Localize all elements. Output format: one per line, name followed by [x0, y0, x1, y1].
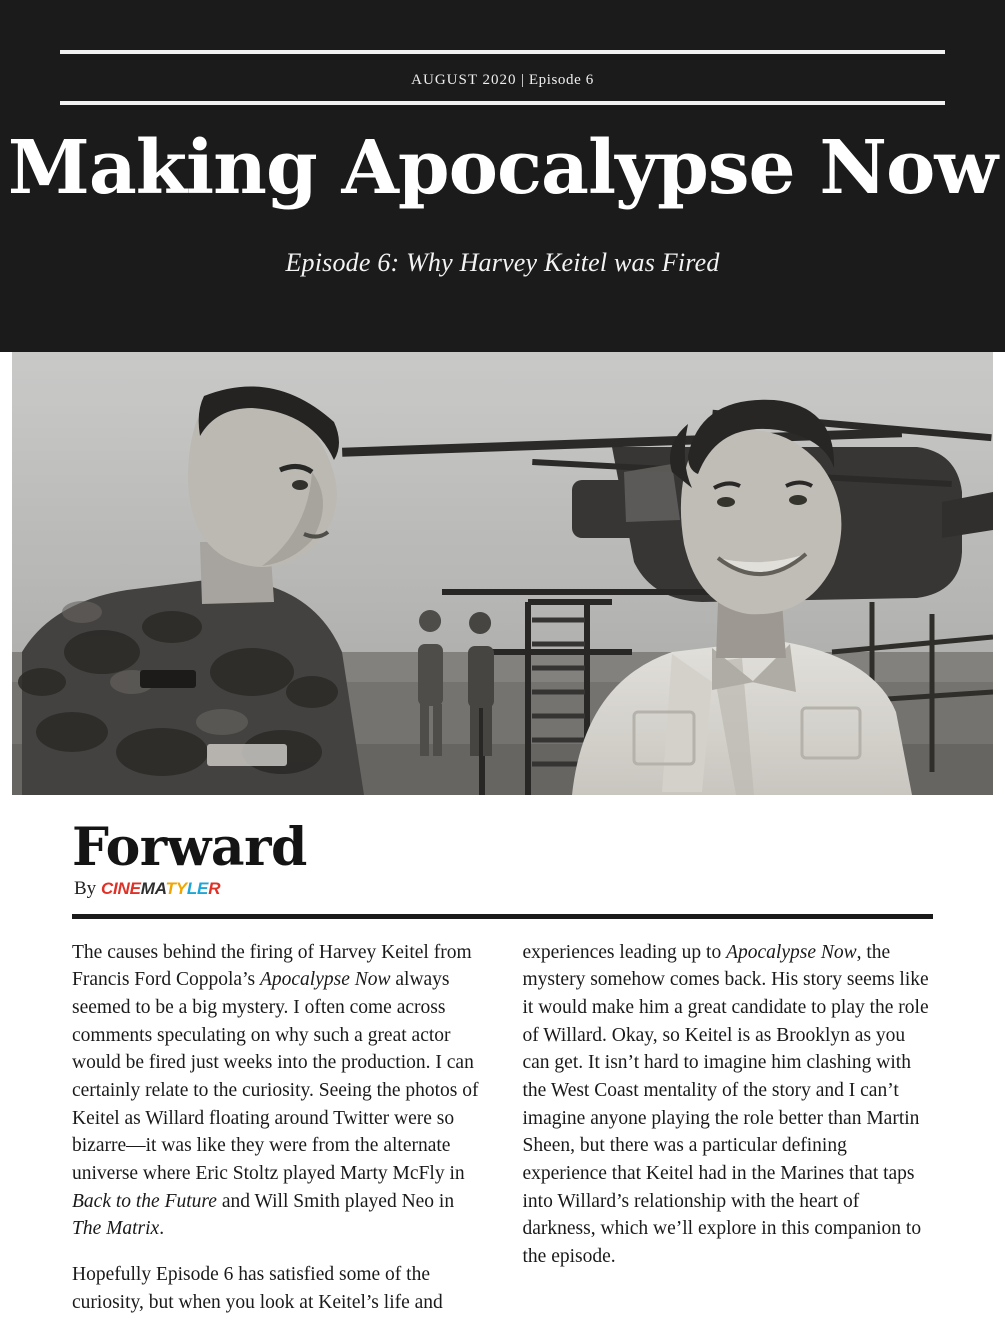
- issue-month: AUGUST 2020: [411, 72, 517, 88]
- article-column-left: [72, 939, 483, 1317]
- brand-part-1: CINE: [100, 878, 141, 898]
- brand-part-5: R: [208, 878, 221, 898]
- masthead-rule-bottom: [60, 101, 945, 105]
- paragraph: experiences leading up to Apocalypse Now, the mystery somehow comes back. His story seems like it would make him a great candidate to play the role of Willard. Okay, so Keitel is as Brooklyn as you can get. It isn’t hard to imagine him clashing with the West Coast mentality of the story and I can’t imagine anyone playing the role better than Martin Sheen, but there was a particular defining experience that Keitel had in the Marines that taps into Willard’s relationship with the heart of darkness, which we’ll explore in this companion to the episode.: [522, 941, 929, 1268]
- brand-part-3: TY: [165, 878, 187, 898]
- paragraph: The causes behind the firing of Harvey Keitel from Francis Ford Coppola’s Apocalypse Now always seemed to be a big mystery. I often come across comments speculating on why such a great actor would be fired just weeks into the production. I can certainly relate to the curiosity. Seeing the photos of Keitel as Willard floating around Twitter were so bizarre—it was like they were from the alternate universe where Eric Stoltz played Marty McFly in Back to the Future and Will Smith played Neo in The Matrix.: [72, 941, 479, 1240]
- byline: [74, 878, 933, 900]
- masthead-rule-top: [60, 50, 945, 54]
- article-divider: [72, 914, 933, 919]
- hero-photo: [12, 352, 993, 795]
- masthead: [0, 0, 1005, 352]
- paragraph: Hopefully Episode 6 has satisfied some of the curiosity, but when you look at Keitel’s life and: [72, 1264, 443, 1313]
- article-columns: [72, 939, 933, 1317]
- article-body: [0, 795, 1005, 1317]
- page-title: Making Apocalypse Now: [7, 125, 998, 211]
- issue-number: Episode 6: [528, 72, 594, 88]
- brand-logo: [101, 879, 220, 898]
- byline-prefix: By: [74, 877, 97, 899]
- brand-part-4: LE: [186, 878, 209, 898]
- article-column-right: [523, 939, 934, 1317]
- issue-line: [0, 72, 1005, 89]
- page-subtitle: Episode 6: Why Harvey Keitel was Fired: [285, 248, 720, 277]
- hero-photo-graphic: [12, 352, 993, 795]
- brand-part-2: MA: [140, 878, 166, 898]
- issue-separator: |: [520, 72, 525, 88]
- section-title: Forward: [72, 817, 307, 878]
